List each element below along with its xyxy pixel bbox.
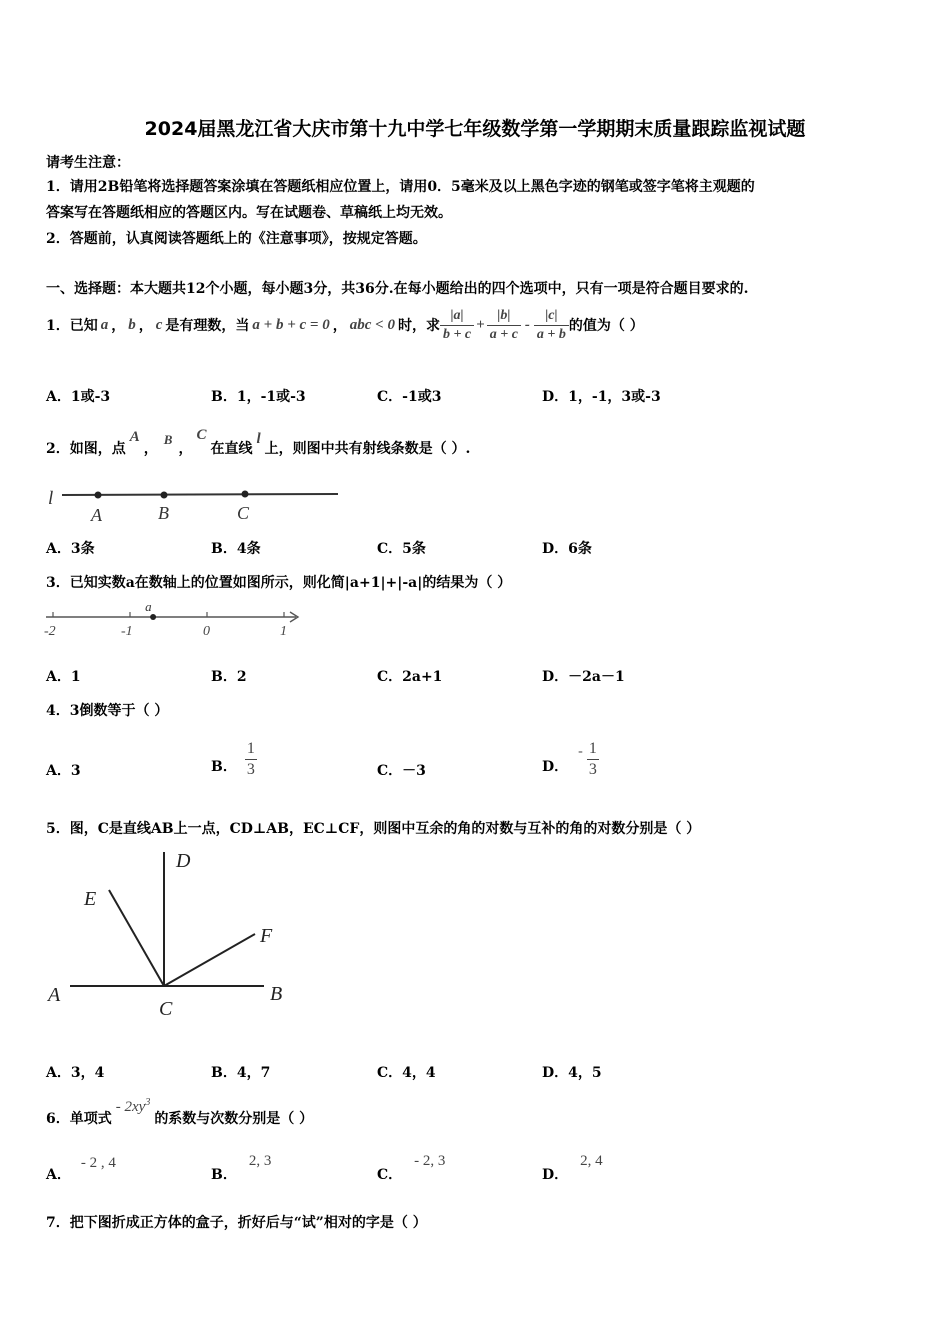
q6-option-d-value: 2, 4 [580,1153,603,1169]
q2-sep-1: ， [143,441,158,457]
axis-tick-label: -1 [121,624,133,639]
axis-ticks [44,612,287,639]
q4-option-b-label: B． [211,759,237,775]
ray-cf [164,934,255,986]
point-b [161,492,168,499]
q1-option-a[interactable]: A．1或-3 [46,389,111,405]
q4-d-num: 1 [588,740,597,757]
point-c [242,491,249,498]
label-c: C [159,998,173,1020]
q1-sep-1: ， [111,318,126,334]
q2-point-b: B [163,432,173,447]
q1-text-1: 1．已知 [46,318,98,334]
q1-frac-b-den: a + c [487,325,521,344]
q5-option-a[interactable]: A．3，4 [46,1065,105,1081]
q6-option-a[interactable] [46,1152,116,1184]
q1-fraction-c [534,307,569,344]
question-4: 4．3倒数等于（ ） [46,703,169,719]
q6-monomial-exponent: 3 [145,1097,151,1108]
q1-sep-3: ， [332,318,347,334]
q1-minus: - [524,316,530,333]
q5-option-d[interactable]: D．4，5 [542,1065,602,1081]
q4-b-den: 3 [246,761,255,778]
label-a: A [48,984,61,1006]
q1-condition-product: abc < 0 [349,316,395,333]
line-l [62,494,338,495]
q4-option-d[interactable] [542,734,599,780]
q1-frac-a-num: |a| [450,307,464,323]
q1-frac-b-num: |b| [497,307,511,323]
q1-text-4: 的值为（ ） [568,318,644,334]
question-3: 3．已知实数a在数轴上的位置如图所示，则化简|a+1|+|-a|的结果为（ ） [46,575,512,591]
q1-fraction-b [487,307,521,344]
q5-option-b[interactable]: B．4，7 [211,1065,271,1081]
question-7: 7．把下图折成正方体的盒子，折好后与“试”相对的字是（ ） [46,1215,427,1231]
q6-option-c-value: - 2, 3 [414,1153,446,1169]
q2-text-1: 2．如图，点 [46,441,126,457]
q1-sep-2: ， [138,318,153,334]
page-title: 2024届黑龙江省大庆市第十九中学七年级数学第一学期期末质量跟踪监视试题 [144,118,806,140]
ray-ce [109,890,164,986]
q1-fraction-a [440,307,474,344]
q2-text-3: 上，则图中共有射线条数是（ ）. [264,441,471,457]
q2-sep-2: ， [178,441,193,457]
q6-option-c-label: C． [377,1167,403,1183]
q1-frac-c-num: |c| [545,307,558,323]
axis-tick-label: 1 [280,624,287,639]
q6-option-b-label: B． [211,1167,237,1183]
axis-tick-label: -2 [44,624,56,639]
notice-line-1b: 答案写在答题纸相应的答题区内。写在试题卷、草稿纸上均无效。 [46,205,452,221]
point-a-label: a [145,599,152,614]
question-6 [46,1094,313,1128]
label-e: E [84,888,97,910]
q1-plus: + [476,316,485,333]
notice-line-2: 2．答题前，认真阅读答题纸上的《注意事项》，按规定答题。 [46,231,427,247]
q6-monomial [116,1097,151,1116]
q1-var-b: b [128,316,136,333]
q6-option-a-label: A． [46,1167,71,1183]
label-b: B [158,503,169,523]
q4-d-sign: - [578,744,583,759]
q1-var-a: a [100,316,109,333]
q1-option-d[interactable]: D．1，-1，3或-3 [542,389,661,405]
q6-option-a-value: - 2 , 4 [80,1155,116,1171]
q4-option-d-fraction [587,739,599,780]
q4-option-b-fraction [245,739,257,780]
q1-frac-c-den: a + b [534,325,569,344]
q1-condition-sum: a + b + c = 0 [252,316,330,333]
q4-b-num: 1 [246,740,255,757]
q3-option-a[interactable]: A．1 [46,669,81,685]
q2-text-2: 在直线 [210,441,253,457]
q4-option-b[interactable] [211,734,257,780]
q4-d-den: 3 [588,761,597,778]
q5-angle-figure [42,846,302,1026]
q6-option-d[interactable] [542,1152,603,1184]
q6-text-2: 的系数与次数分别是（ ） [154,1111,314,1127]
q4-option-c[interactable]: C．－3 [377,763,426,779]
question-1 [46,300,644,350]
q6-option-b-value: 2, 3 [248,1153,272,1169]
point-a [95,492,102,499]
label-f: F [260,925,273,947]
section-1-header: 一、选择题：本大题共12个小题，每小题3分，共36分.在每小题给出的四个选项中，只有一项是符合题目要求的. [46,281,749,297]
q2-point-c: C [196,427,207,443]
q2-option-b[interactable]: B．4条 [211,541,261,557]
q2-line-l: l [256,431,261,447]
axis-tick-label: 0 [203,624,210,639]
label-c: C [237,503,250,523]
label-b: B [270,983,283,1005]
q6-text-1: 6．单项式 [46,1111,112,1127]
q4-option-a[interactable]: A．3 [46,763,81,779]
q2-option-c[interactable]: C．5条 [377,541,426,557]
q1-text-2: 是有理数，当 [165,318,250,334]
label-d: D [176,850,191,872]
q1-var-c: c [155,316,163,333]
q1-text-3: 时，求 [397,318,440,334]
notice-line-1: 1．请用2B铅笔将选择题答案涂填在答题纸相应位置上，请用0．5毫米及以上黑色字迹的钢笔或签字笔将主观题的 [46,179,755,195]
q3-option-b[interactable]: B．2 [211,669,247,685]
q3-option-d[interactable]: D．－2a－1 [542,669,625,685]
q3-option-c[interactable]: C．2a+1 [377,669,443,685]
q3-number-line [40,596,310,642]
q1-option-b[interactable]: B．1，-1或-3 [211,389,306,405]
q1-frac-a-den: b + c [440,325,474,344]
q1-option-c[interactable]: C．-1或3 [377,389,442,405]
label-l: l [48,488,54,509]
q5-option-c[interactable]: C．4，4 [377,1065,436,1081]
question-5: 5．图，C是直线AB上一点，CD⊥AB，EC⊥CF，则图中互余的角的对数与互补的角的对数分别是（ ） [46,821,701,837]
q2-option-d[interactable]: D．6条 [542,541,592,557]
q6-option-c[interactable] [377,1152,445,1184]
q6-option-b[interactable] [211,1152,271,1184]
q4-option-d-label: D． [542,759,569,775]
q2-point-a: A [129,429,140,445]
notice-header: 请考生注意： [46,155,130,171]
point-a-marker [150,614,156,620]
q6-monomial-base: - 2xy [115,1099,146,1115]
question-2 [46,418,470,458]
label-a: A [91,505,102,525]
q2-option-a[interactable]: A．3条 [46,541,95,557]
q6-option-d-label: D． [542,1167,569,1183]
q2-line-figure [44,482,344,526]
